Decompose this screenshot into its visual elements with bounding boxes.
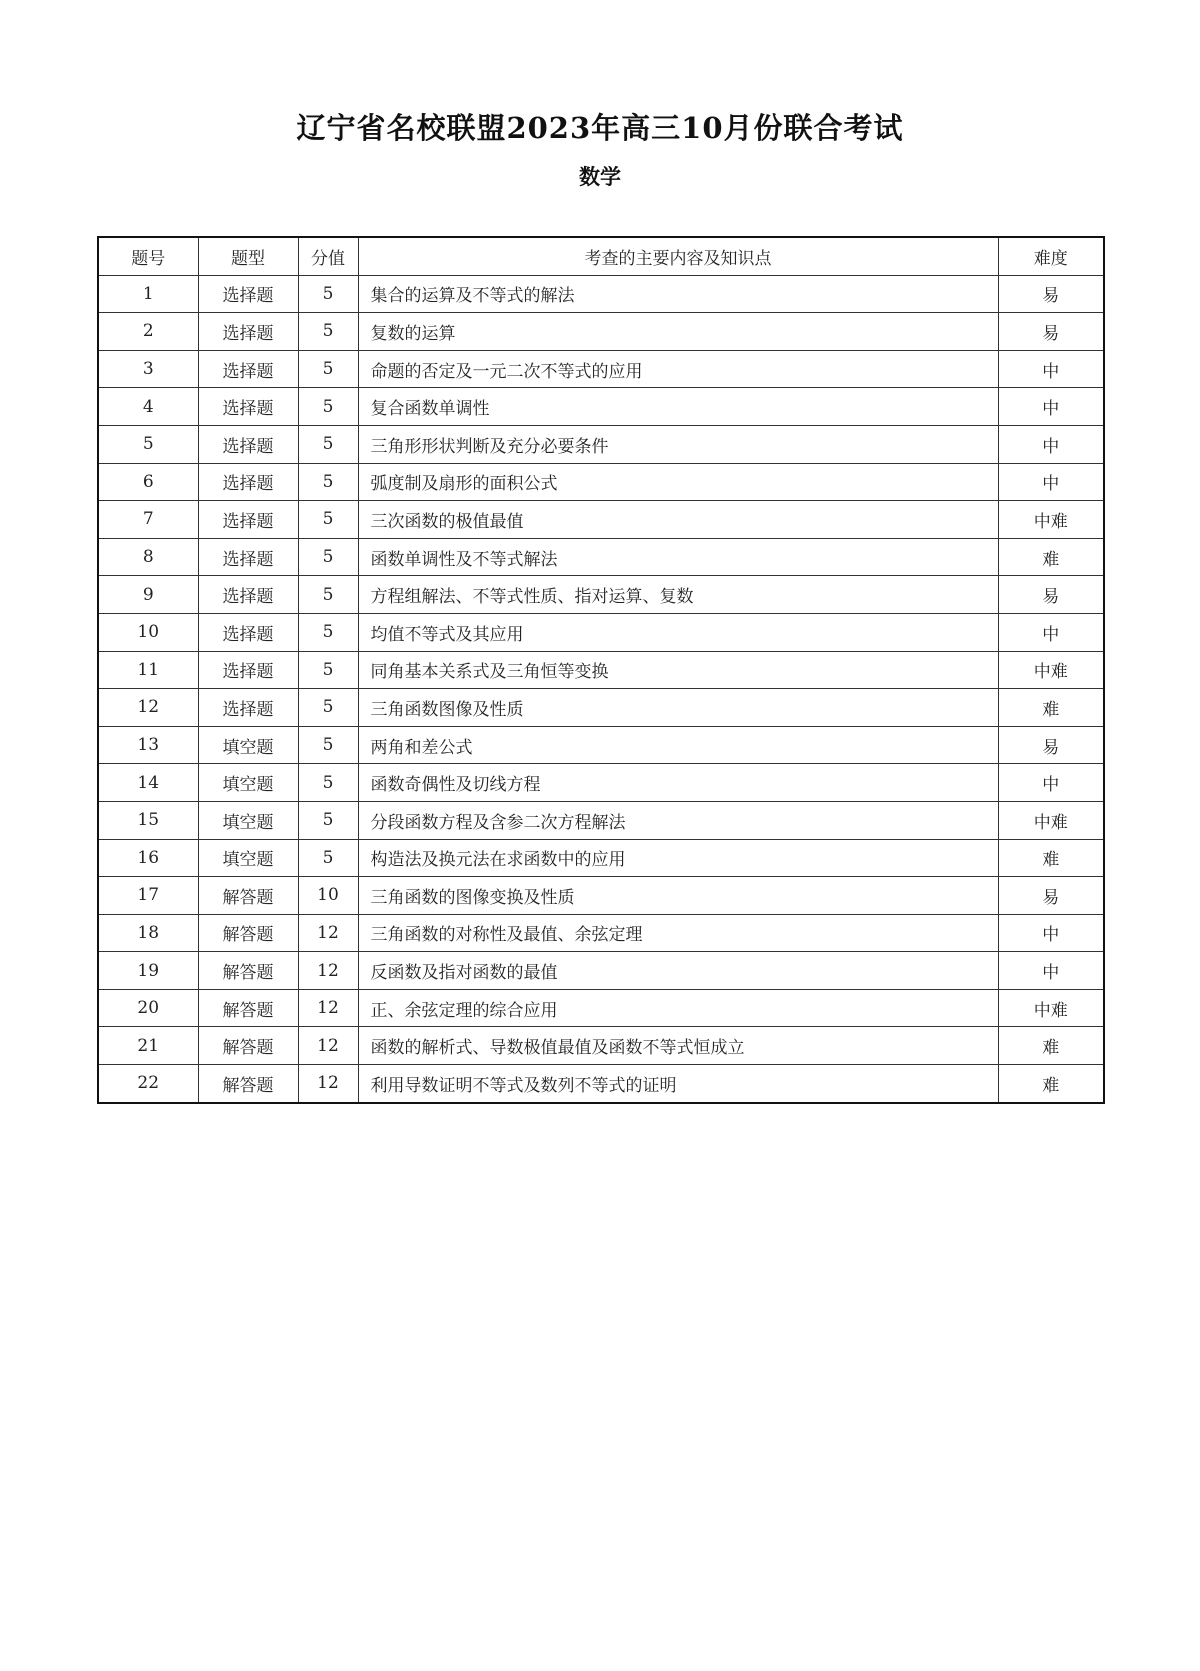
cell-number: 14 (98, 764, 198, 802)
cell-score: 12 (298, 989, 358, 1027)
table-row (98, 689, 1104, 727)
cell-difficulty: 难 (998, 538, 1104, 576)
cell-content: 分段函数方程及含参二次方程解法 (358, 801, 998, 839)
table-row (98, 350, 1104, 388)
cell-number: 10 (98, 613, 198, 651)
table-row (98, 952, 1104, 990)
cell-score: 5 (298, 839, 358, 877)
table-row (98, 275, 1104, 313)
cell-score: 5 (298, 538, 358, 576)
cell-type: 填空题 (198, 764, 298, 802)
cell-score: 5 (298, 689, 358, 727)
cell-number: 15 (98, 801, 198, 839)
cell-score: 10 (298, 877, 358, 915)
cell-difficulty: 中难 (998, 651, 1104, 689)
cell-score: 5 (298, 275, 358, 313)
cell-type: 选择题 (198, 425, 298, 463)
cell-content: 三角函数的图像变换及性质 (358, 877, 998, 915)
cell-number: 9 (98, 576, 198, 614)
cell-content: 集合的运算及不等式的解法 (358, 275, 998, 313)
cell-number: 11 (98, 651, 198, 689)
cell-type: 选择题 (198, 576, 298, 614)
cell-type: 选择题 (198, 275, 298, 313)
cell-difficulty: 中难 (998, 801, 1104, 839)
table-row (98, 613, 1104, 651)
header-type: 题型 (198, 237, 298, 275)
cell-content: 复合函数单调性 (358, 388, 998, 426)
cell-number: 1 (98, 275, 198, 313)
cell-content: 均值不等式及其应用 (358, 613, 998, 651)
table-header-row (98, 237, 1104, 275)
cell-content: 命题的否定及一元二次不等式的应用 (358, 350, 998, 388)
cell-type: 解答题 (198, 1027, 298, 1065)
table-row (98, 576, 1104, 614)
cell-number: 19 (98, 952, 198, 990)
cell-score: 5 (298, 313, 358, 351)
cell-difficulty: 易 (998, 275, 1104, 313)
cell-score: 5 (298, 576, 358, 614)
table-row (98, 1027, 1104, 1065)
cell-content: 三角形形状判断及充分必要条件 (358, 425, 998, 463)
cell-difficulty: 中 (998, 952, 1104, 990)
cell-content: 函数的解析式、导数极值最值及函数不等式恒成立 (358, 1027, 998, 1065)
cell-number: 18 (98, 914, 198, 952)
cell-content: 正、余弦定理的综合应用 (358, 989, 998, 1027)
cell-score: 5 (298, 425, 358, 463)
cell-content: 方程组解法、不等式性质、指对运算、复数 (358, 576, 998, 614)
cell-number: 13 (98, 726, 198, 764)
cell-type: 填空题 (198, 801, 298, 839)
cell-type: 选择题 (198, 313, 298, 351)
cell-content: 三角函数的对称性及最值、余弦定理 (358, 914, 998, 952)
table-row (98, 914, 1104, 952)
cell-content: 两角和差公式 (358, 726, 998, 764)
cell-type: 选择题 (198, 350, 298, 388)
table-row (98, 764, 1104, 802)
cell-number: 21 (98, 1027, 198, 1065)
cell-type: 选择题 (198, 651, 298, 689)
cell-difficulty: 中 (998, 350, 1104, 388)
cell-difficulty: 难 (998, 839, 1104, 877)
cell-content: 函数奇偶性及切线方程 (358, 764, 998, 802)
table-row (98, 425, 1104, 463)
cell-score: 5 (298, 764, 358, 802)
header-content: 考查的主要内容及知识点 (358, 237, 998, 275)
cell-difficulty: 中难 (998, 501, 1104, 539)
cell-difficulty: 中 (998, 388, 1104, 426)
cell-score: 12 (298, 1027, 358, 1065)
cell-difficulty: 中 (998, 613, 1104, 651)
cell-number: 8 (98, 538, 198, 576)
cell-number: 17 (98, 877, 198, 915)
cell-content: 复数的运算 (358, 313, 998, 351)
cell-content: 构造法及换元法在求函数中的应用 (358, 839, 998, 877)
cell-number: 16 (98, 839, 198, 877)
cell-number: 5 (98, 425, 198, 463)
cell-score: 5 (298, 726, 358, 764)
table-row (98, 538, 1104, 576)
cell-difficulty: 中 (998, 764, 1104, 802)
table-body (98, 275, 1104, 1103)
cell-difficulty: 难 (998, 1065, 1104, 1103)
subject-title: 数学 (579, 165, 621, 189)
table-row (98, 313, 1104, 351)
cell-content: 三角函数图像及性质 (358, 689, 998, 727)
cell-number: 22 (98, 1065, 198, 1103)
cell-number: 7 (98, 501, 198, 539)
cell-type: 解答题 (198, 952, 298, 990)
cell-type: 解答题 (198, 914, 298, 952)
cell-score: 5 (298, 613, 358, 651)
cell-difficulty: 难 (998, 1027, 1104, 1065)
header-number: 题号 (98, 237, 198, 275)
cell-score: 5 (298, 350, 358, 388)
table-row (98, 501, 1104, 539)
cell-number: 20 (98, 989, 198, 1027)
cell-content: 弧度制及扇形的面积公式 (358, 463, 998, 501)
table-row (98, 463, 1104, 501)
table-row (98, 388, 1104, 426)
cell-difficulty: 难 (998, 689, 1104, 727)
table-row (98, 989, 1104, 1027)
cell-number: 4 (98, 388, 198, 426)
cell-number: 2 (98, 313, 198, 351)
cell-content: 反函数及指对函数的最值 (358, 952, 998, 990)
table-row (98, 726, 1104, 764)
cell-type: 选择题 (198, 538, 298, 576)
cell-type: 填空题 (198, 726, 298, 764)
cell-type: 选择题 (198, 501, 298, 539)
cell-score: 5 (298, 651, 358, 689)
cell-content: 同角基本关系式及三角恒等变换 (358, 651, 998, 689)
table-row (98, 1065, 1104, 1103)
cell-score: 12 (298, 952, 358, 990)
cell-number: 3 (98, 350, 198, 388)
table-row (98, 839, 1104, 877)
header-score: 分值 (298, 237, 358, 275)
cell-type: 填空题 (198, 839, 298, 877)
document-title: 辽宁省名校联盟2023年高三10月份联合考试 (296, 111, 904, 145)
table-row (98, 651, 1104, 689)
cell-score: 5 (298, 388, 358, 426)
exam-syllabus-table (97, 236, 1105, 1104)
cell-score: 5 (298, 801, 358, 839)
cell-difficulty: 易 (998, 576, 1104, 614)
cell-difficulty: 中 (998, 463, 1104, 501)
cell-difficulty: 易 (998, 726, 1104, 764)
cell-number: 6 (98, 463, 198, 501)
cell-score: 12 (298, 1065, 358, 1103)
cell-content: 函数单调性及不等式解法 (358, 538, 998, 576)
header-difficulty: 难度 (998, 237, 1104, 275)
cell-content: 利用导数证明不等式及数列不等式的证明 (358, 1065, 998, 1103)
cell-type: 选择题 (198, 613, 298, 651)
cell-difficulty: 中 (998, 914, 1104, 952)
table-row (98, 877, 1104, 915)
cell-type: 选择题 (198, 463, 298, 501)
cell-type: 解答题 (198, 877, 298, 915)
cell-score: 5 (298, 463, 358, 501)
cell-type: 选择题 (198, 388, 298, 426)
cell-type: 解答题 (198, 1065, 298, 1103)
cell-number: 12 (98, 689, 198, 727)
cell-difficulty: 中难 (998, 989, 1104, 1027)
cell-difficulty: 中 (998, 425, 1104, 463)
cell-difficulty: 易 (998, 313, 1104, 351)
cell-difficulty: 易 (998, 877, 1104, 915)
cell-score: 12 (298, 914, 358, 952)
table-row (98, 801, 1104, 839)
cell-score: 5 (298, 501, 358, 539)
cell-type: 选择题 (198, 689, 298, 727)
cell-type: 解答题 (198, 989, 298, 1027)
cell-content: 三次函数的极值最值 (358, 501, 998, 539)
